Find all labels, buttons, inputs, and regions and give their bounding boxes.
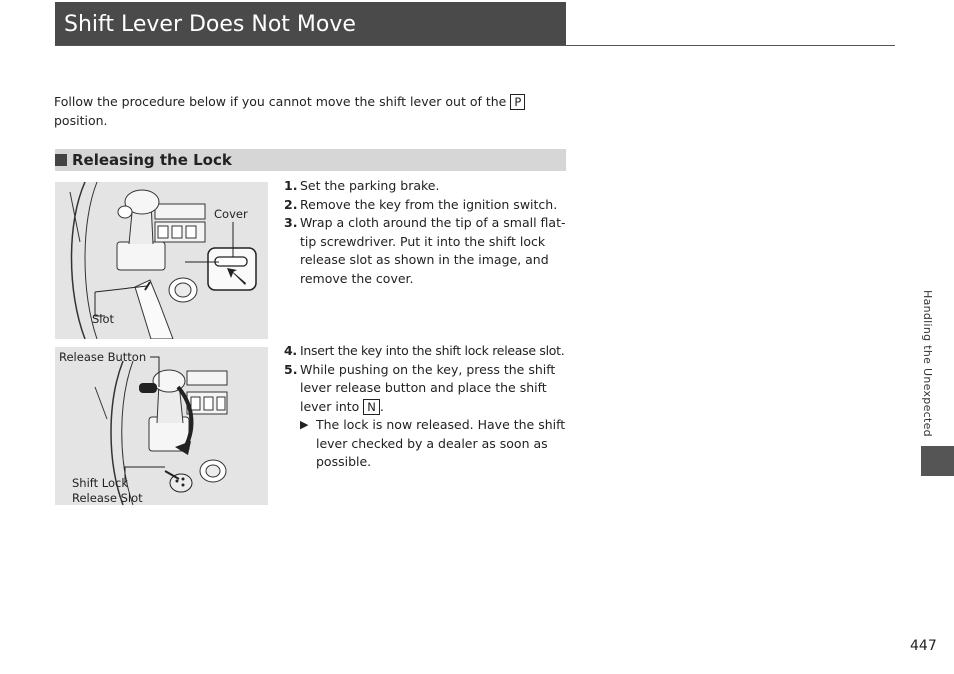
arrow-right-icon: ▶ — [300, 418, 309, 431]
page-title — [55, 2, 566, 46]
intro-text-end: position. — [54, 113, 108, 128]
release-slot-label: Release Slot — [72, 491, 143, 505]
section-heading-text: Releasing the Lock — [72, 151, 232, 169]
step-4 — [284, 342, 570, 361]
step-number: 2. — [284, 196, 298, 212]
cover-label: Cover — [214, 207, 248, 221]
note-text: The lock is now released. Have the shift lever checked by a dealer as soon as possible. — [316, 417, 566, 469]
step-text: Set the parking brake. — [300, 178, 440, 193]
step-text: Insert the key into the shift lock release slot. — [300, 343, 565, 358]
section-square-icon — [55, 154, 67, 166]
section-heading — [55, 149, 566, 171]
figure-release-lock — [55, 347, 268, 505]
steps-list-2 — [284, 342, 570, 472]
chapter-tab-label: Handling the Unexpected — [921, 290, 934, 437]
step-1 — [284, 177, 570, 196]
step-number: 5. — [284, 361, 298, 377]
figure-remove-cover — [55, 182, 268, 339]
intro-paragraph — [54, 92, 534, 130]
intro-text: Follow the procedure below if you cannot move the shift lever out of the — [54, 94, 507, 109]
neutral-key-symbol: N — [363, 399, 380, 415]
page-title-text: Shift Lever Does Not Move — [64, 11, 356, 37]
step-text: While pushing on the key, press the shift lever release button and place the shift lever into — [300, 361, 556, 414]
shift-lock-label: Shift Lock — [72, 476, 129, 490]
page-number: 447 — [910, 638, 937, 654]
step-2 — [284, 196, 570, 215]
step-number: 3. — [284, 215, 298, 230]
slot-label: Slot — [92, 312, 115, 326]
step-text-end: . — [379, 398, 384, 414]
title-rule — [55, 45, 895, 46]
release-button-label: Release Button — [59, 350, 147, 364]
step-text: Wrap a cloth around the tip of a small flat-tip screwdriver. Put it into the shift lock release slot as shown in the image, and remove the cover. — [300, 215, 566, 286]
park-key-symbol: P — [510, 94, 525, 110]
step-number: 4. — [284, 343, 297, 358]
step-5 — [284, 361, 570, 417]
step-note — [300, 416, 570, 472]
steps-list-1 — [284, 177, 570, 288]
shift-console-illustration-1 — [55, 182, 268, 339]
step-3 — [284, 214, 570, 288]
chapter-tab-marker — [921, 446, 954, 476]
step-number: 1. — [284, 178, 298, 193]
step-text: Remove the key from the ignition switch. — [300, 196, 558, 212]
